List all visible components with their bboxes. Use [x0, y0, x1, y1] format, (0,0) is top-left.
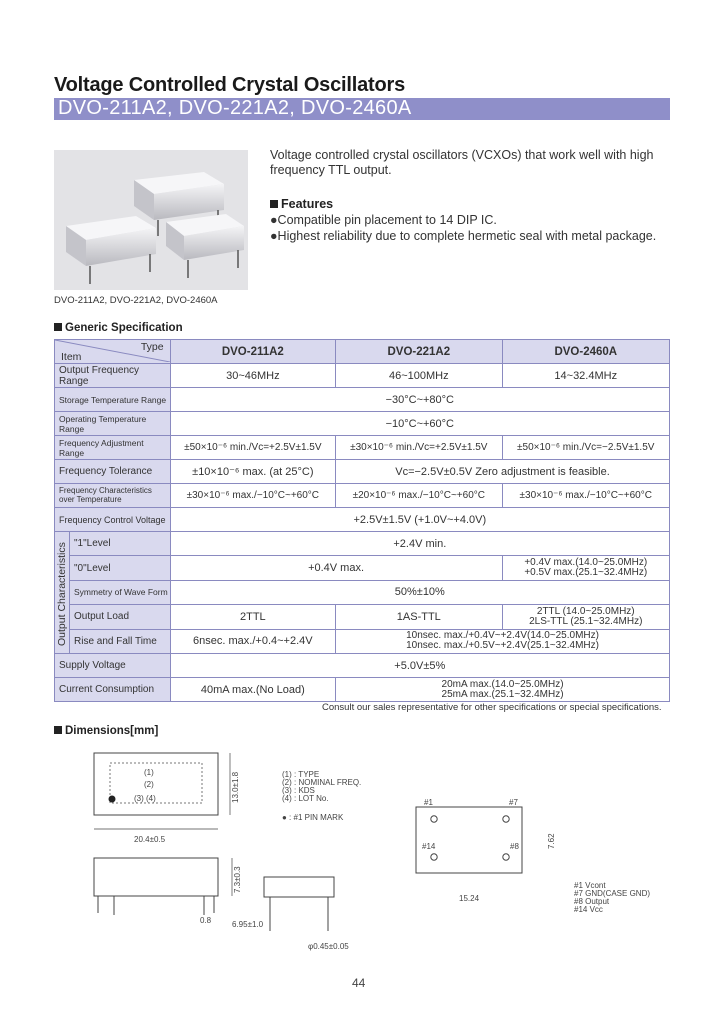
svg-text:15.24: 15.24	[459, 894, 480, 903]
table-row: Frequency Characteristics over Temperature ±30×10⁻⁶ max./−10°C~+60°C ±20×10⁻⁶ max./−10°C~+60°C ±30×10⁻⁶ max./−10°C~+60°C	[55, 484, 670, 508]
svg-text:(4) : LOT No.: (4) : LOT No.	[282, 794, 329, 803]
svg-text:#8: #8	[510, 842, 519, 851]
table-row: Output Characteristics "1"Level +2.4V min.	[55, 532, 670, 556]
table-row: Supply Voltage +5.0V±5%	[55, 654, 670, 678]
consult-note: Consult our sales representative for other specifications or special specifications.	[322, 702, 662, 713]
table-row: Symmetry of Wave Form 50%±10%	[55, 580, 670, 604]
model-subtitle: DVO-211A2, DVO-221A2, DVO-2460A	[58, 97, 412, 119]
spec-heading: Generic Specification	[54, 322, 183, 334]
page-title: Voltage Controlled Crystal Oscillators	[54, 74, 406, 96]
svg-text:(3) (4): (3) (4)	[134, 794, 156, 803]
features-heading: Features	[270, 197, 333, 211]
svg-text:13.0±1.8: 13.0±1.8	[231, 771, 240, 803]
table-row: Frequency Tolerance ±10×10⁻⁶ max. (at 25°C) Vc=−2.5V±0.5V Zero adjustment is feasible.	[55, 460, 670, 484]
svg-text:#8 Output: #8 Output	[574, 897, 610, 906]
svg-text:(2) : NOMINAL FREQ.: (2) : NOMINAL FREQ.	[282, 778, 362, 787]
marking-area	[110, 763, 202, 803]
svg-text:6.95±1.0: 6.95±1.0	[232, 920, 264, 929]
feature-item: ●Highest reliability due to complete hermetic seal with metal package.	[270, 229, 657, 243]
table-row: Frequency Adjustment Range ±50×10⁻⁶ min./Vc=+2.5V±1.5V ±30×10⁻⁶ min./Vc=+2.5V±1.5V ±50×10⁻⁶ min./Vc=−2.5V±1.5V	[55, 436, 670, 460]
column-header: DVO-221A2	[336, 340, 502, 364]
column-header: DVO-2460A	[502, 340, 669, 364]
svg-text:0.8: 0.8	[200, 916, 212, 925]
bullet-square-icon	[54, 323, 62, 331]
top-view-outline	[94, 753, 218, 815]
photo-caption: DVO-211A2, DVO-221A2, DVO-2460A	[54, 295, 218, 306]
svg-text:(1) : TYPE: (1) : TYPE	[282, 770, 320, 779]
svg-text:#14 Vcc: #14 Vcc	[574, 905, 603, 914]
dimensions-heading: Dimensions[mm]	[54, 725, 158, 737]
bullet-square-icon	[270, 200, 278, 208]
side-view-outline	[94, 858, 218, 896]
table-row: Frequency Control Voltage +2.5V±1.5V (+1.0V~+4.0V)	[55, 508, 670, 532]
svg-text:φ0.45±0.05: φ0.45±0.05	[308, 942, 349, 951]
svg-text:#14: #14	[422, 842, 436, 851]
svg-text:#7 GND(CASE GND): #7 GND(CASE GND)	[574, 889, 651, 898]
table-row: Operating Temperature Range −10°C~+60°C	[55, 412, 670, 436]
svg-text:7.3±0.3: 7.3±0.3	[233, 866, 242, 893]
product-photo	[54, 150, 248, 290]
output-characteristics-group	[55, 532, 70, 654]
bullet-square-icon	[54, 726, 62, 734]
svg-text:(2): (2)	[144, 780, 154, 789]
svg-text:#1: #1	[424, 798, 433, 807]
dimension-drawing	[54, 745, 670, 970]
table-row: Current Consumption 40mA max.(No Load) 20mA max.(14.0~25.0MHz) 25mA max.(25.1~32.4MHz)	[55, 678, 670, 702]
table-row: Output Load 2TTL 1AS-TTL 2TTL (14.0~25.0MHz) 2LS-TTL (25.1~32.4MHz)	[55, 605, 670, 629]
svg-text:7.62: 7.62	[547, 833, 556, 849]
svg-text:(1): (1)	[144, 768, 154, 777]
svg-text:(3) : KDS: (3) : KDS	[282, 786, 315, 795]
table-row: "0"Level +0.4V max. +0.4V max.(14.0~25.0MHz) +0.5V max.(25.1~32.4MHz)	[55, 556, 670, 580]
feature-item: ●Compatible pin placement to 14 DIP IC.	[270, 213, 497, 227]
table-row: Output Frequency Range 30~46MHz 46~100MHz 14~32.4MHz	[55, 364, 670, 388]
svg-text:20.4±0.5: 20.4±0.5	[134, 835, 166, 844]
pin1-mark-icon	[109, 796, 116, 803]
table-row: Storage Temperature Range −30°C~+80°C	[55, 388, 670, 412]
spec-table	[54, 339, 670, 702]
table-row: Rise and Fall Time 6nsec. max./+0.4~+2.4V 10nsec. max./+0.4V~+2.4V(14.0~25.0MHz) 10nsec. max./+0.5V~+2.4V(25.1~32.4MHz)	[55, 629, 670, 653]
intro-text: Voltage controlled crystal oscillators (VCXOs) that work well with high frequency TTL output.	[270, 148, 654, 177]
page-number: 44	[352, 976, 366, 990]
svg-text:#7: #7	[509, 798, 518, 807]
svg-text:#1 Vcont: #1 Vcont	[574, 881, 606, 890]
column-header: DVO-211A2	[170, 340, 335, 364]
svg-text:Output Characteristics: Output Characteristics	[56, 542, 68, 646]
svg-text:● : #1 PIN MARK: ● : #1 PIN MARK	[282, 813, 344, 822]
item-type-header: Type Item	[55, 340, 171, 364]
